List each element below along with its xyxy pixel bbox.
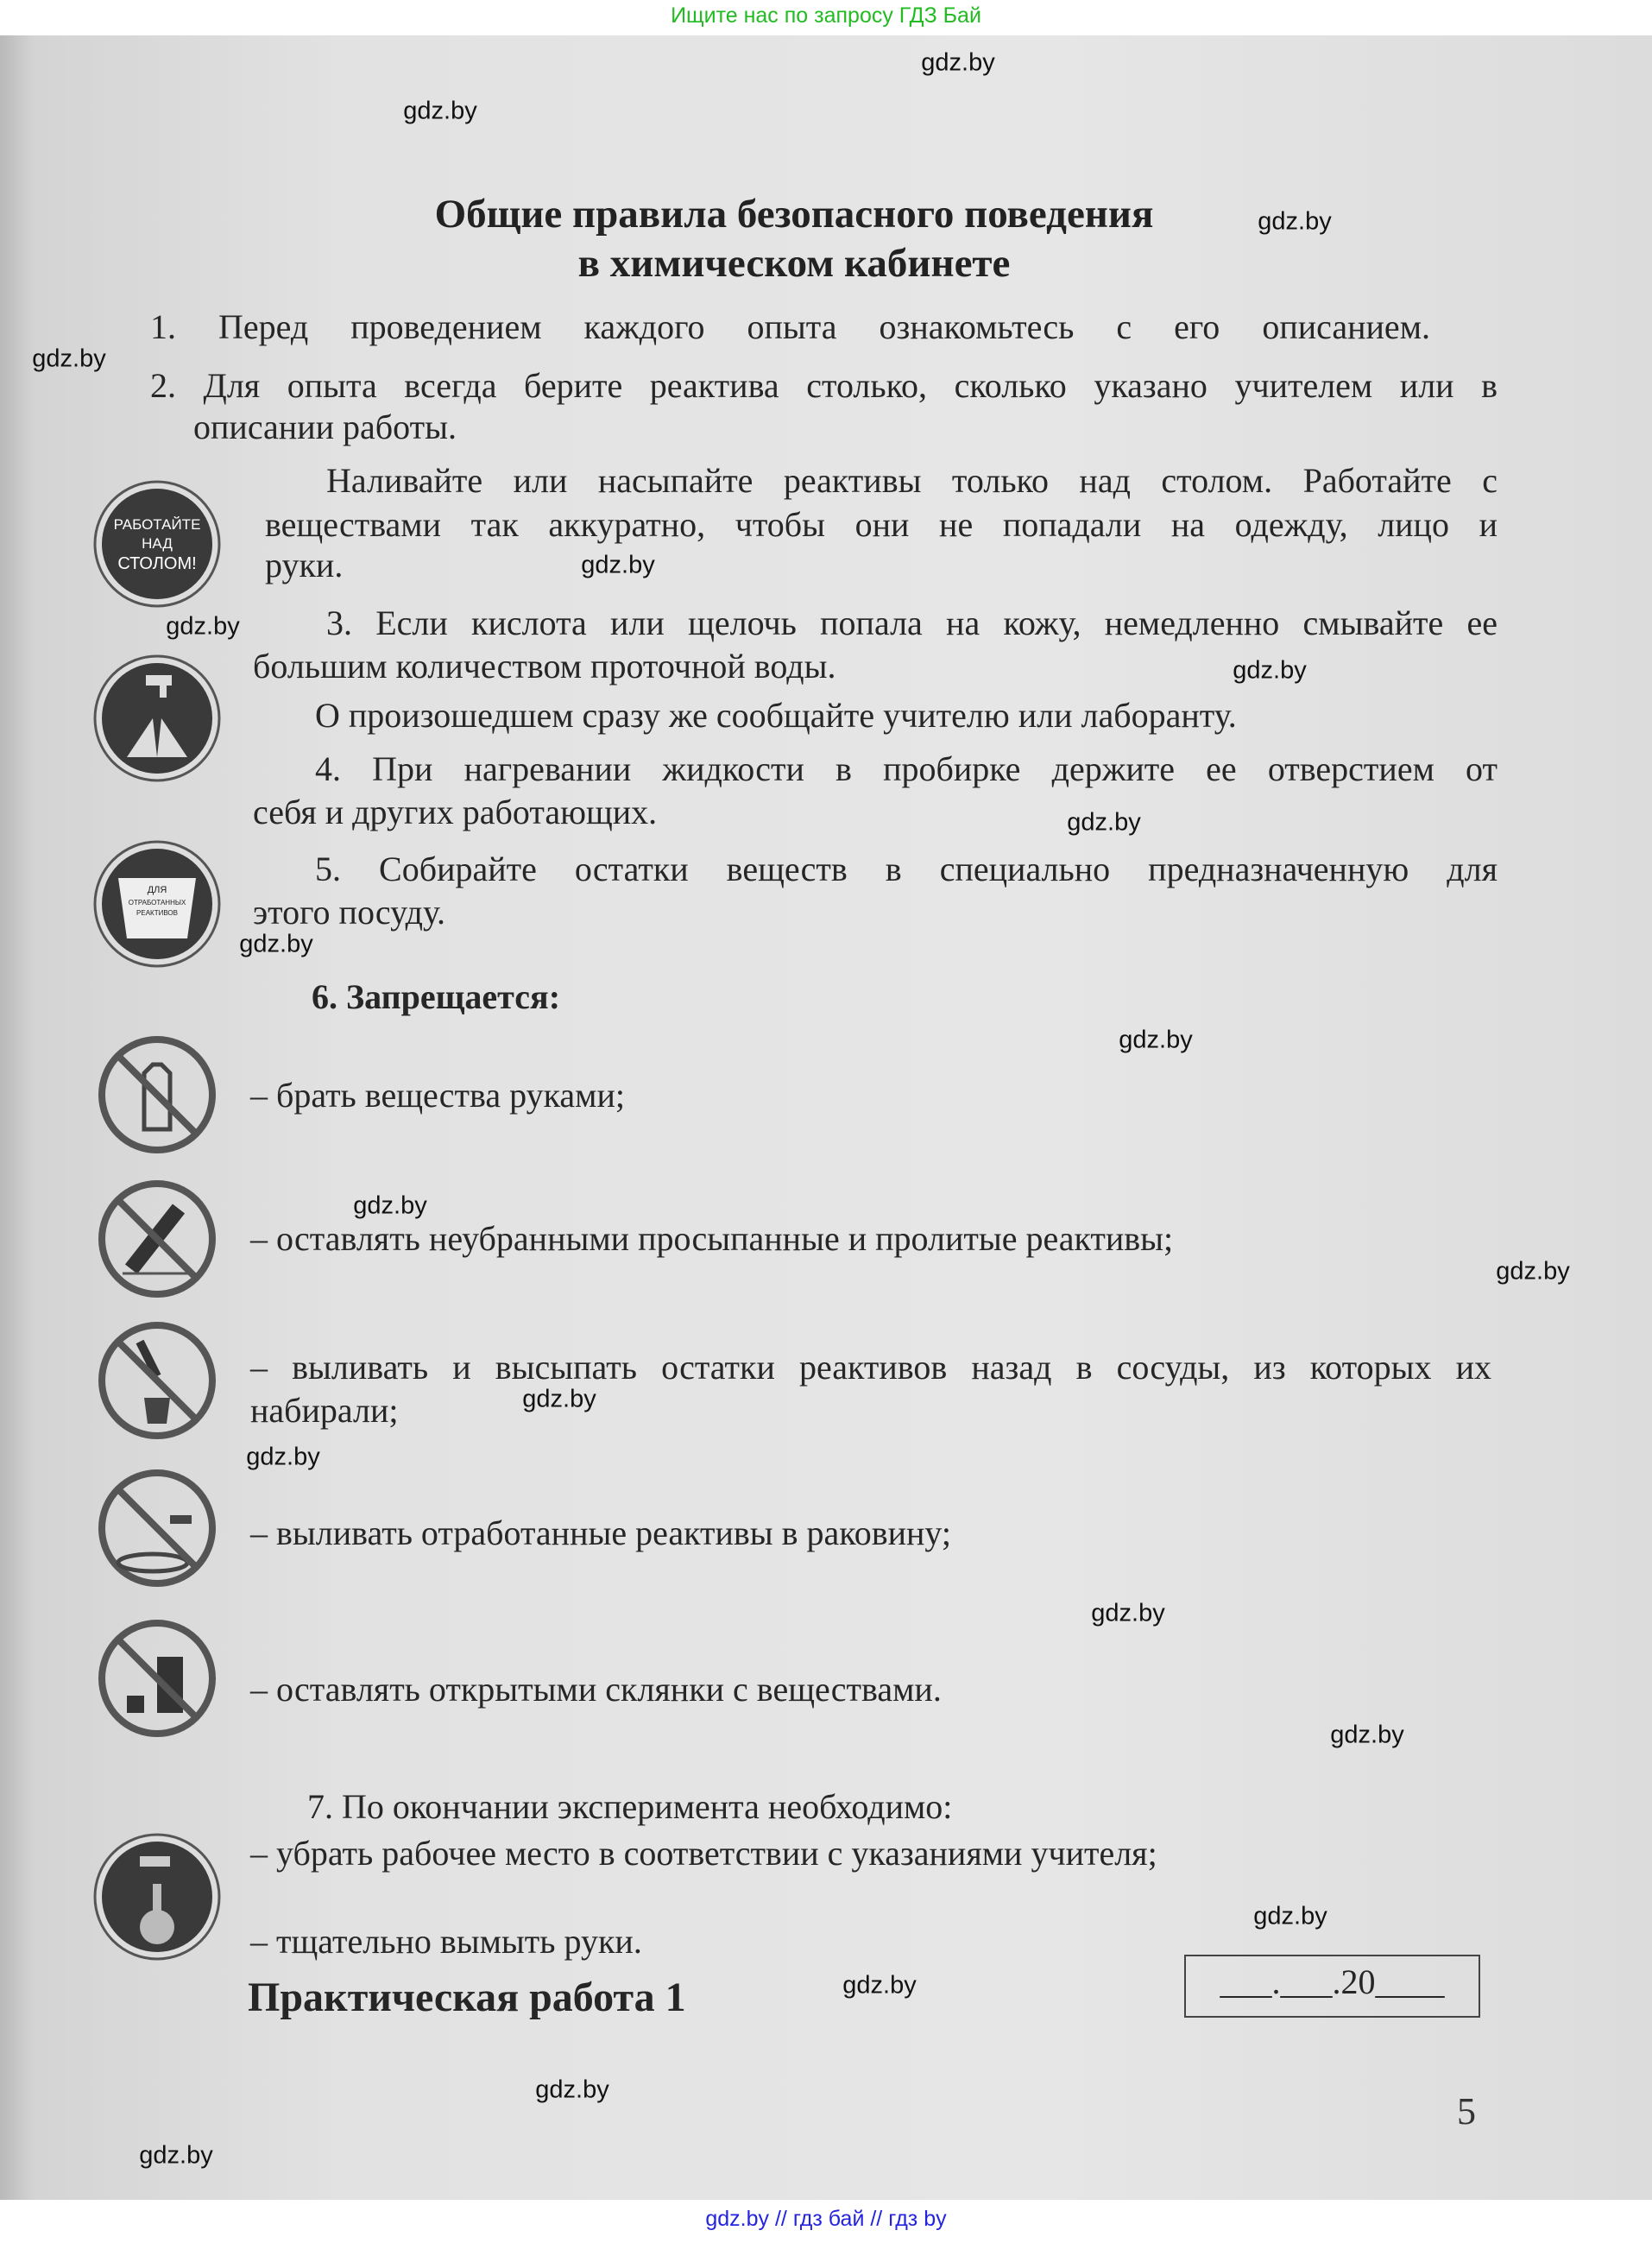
icon-text-1: ДЛЯ [147,885,167,895]
no-sink-disposal-icon [92,1463,222,1593]
rule-7-item-1: – убрать рабочее место в соответствии с указаниями учителя; [250,1834,1157,1873]
watermark: gdz.by [166,612,240,641]
rule-6-heading: 6. Запрещается: [312,977,561,1016]
rule-2-para: Наливайте или насыпайте реактивы только над столом. Работайте с [326,461,1498,500]
watermark: gdz.by [403,97,477,125]
icon-text-3: СТОЛОМ! [117,554,197,573]
page-number: 5 [1457,2090,1476,2132]
rule-3: 3. Если кислота или щелочь попала на кожу, немедленно смывайте ее [326,603,1498,642]
watermark: gdz.by [1067,808,1141,837]
watermark: gdz.by [239,930,313,958]
rule-4: 4. При нагревании жидкости в пробирке держите ее отверстием от [315,749,1498,788]
watermark: gdz.by [581,551,655,579]
rule-1: 1. Перед проведением каждого опыта ознакомьтесь с его описанием. [150,307,1430,346]
clean-up-icon [92,1832,222,1962]
watermark: gdz.by [32,344,106,373]
icon-text-3: РЕАКТИВОВ [136,909,178,917]
rule-2-para-cont: веществами так аккуратно, чтобы они не попадали на одежду, лицо и [265,505,1498,544]
no-spills-icon [92,1174,222,1304]
top-banner-link[interactable]: Ищите нас по запросу ГДЗ Бай [671,3,981,28]
no-return-reagents-icon [92,1316,222,1445]
bottom-links[interactable]: gdz.by // гдз бай // гдз by [705,2207,947,2231]
rule-7-item-2: – тщательно вымыть руки. [250,1922,642,1961]
practical-work-title: Практическая работа 1 [248,1974,686,2020]
rule-2-cont: описании работы. [193,408,457,446]
page-title-line-2: в химическом кабинете [577,241,1011,286]
prohibition-1: – брать вещества руками; [250,1076,625,1115]
rule-3-para: О произошедшем сразу же сообщайте учителю или лаборанту. [315,696,1237,735]
watermark: gdz.by [1091,1599,1165,1627]
watermark: gdz.by [1258,207,1332,236]
rule-5: 5. Собирайте остатки веществ в специально предназначенную для [315,850,1498,888]
rule-2: 2. Для опыта всегда берите реактива столько, сколько указано учителем или в [150,366,1498,405]
rule-2-para-end: руки. [265,546,344,584]
watermark: gdz.by [246,1443,320,1471]
watermark: gdz.by [522,1385,596,1413]
icon-text-2: НАД [142,535,173,552]
rule-5-cont: этого посуду. [253,893,445,932]
prohibition-5: – оставлять открытыми склянки с веществами. [250,1670,942,1709]
prohibition-2: – оставлять неубранными просыпанные и пролитые реактивы; [250,1219,1174,1258]
watermark: gdz.by [535,2076,609,2104]
no-open-bottles-icon [92,1614,222,1743]
watermark: gdz.by [1330,1721,1404,1749]
work-over-table-icon [92,479,222,609]
watermark: gdz.by [1119,1026,1193,1054]
watermark: gdz.by [1253,1902,1327,1930]
prohibition-4: – выливать отработанные реактивы в раковину; [250,1513,951,1552]
no-hands-icon [92,1030,222,1159]
rule-4-cont: себя и других работающих. [253,793,658,831]
waste-container-icon [92,839,222,969]
icon-text-1: РАБОТАЙТЕ [113,516,201,533]
rule-3-cont: большим количеством проточной воды. [253,647,836,686]
watermark: gdz.by [1496,1257,1570,1286]
icon-text-2: ОТРАБОТАННЫХ [128,899,186,907]
page-title-line-1: Общие правила безопасного поведения [434,192,1154,237]
watermark: gdz.by [1233,656,1307,685]
watermark: gdz.by [353,1191,427,1220]
watermark: gdz.by [921,48,995,77]
watermark: gdz.by [842,1971,917,2000]
wash-hands-icon [92,654,222,783]
prohibition-3-cont: набирали; [250,1391,399,1430]
date-field [1184,1955,1480,2018]
date-field-text: ___.___.20____ [1220,1962,1445,2001]
prohibition-3: – выливать и высыпать остатки реактивов назад в сосуды, из которых их [250,1348,1491,1387]
watermark: gdz.by [139,2141,213,2170]
rule-7: 7. По окончании эксперимента необходимо: [307,1787,953,1826]
